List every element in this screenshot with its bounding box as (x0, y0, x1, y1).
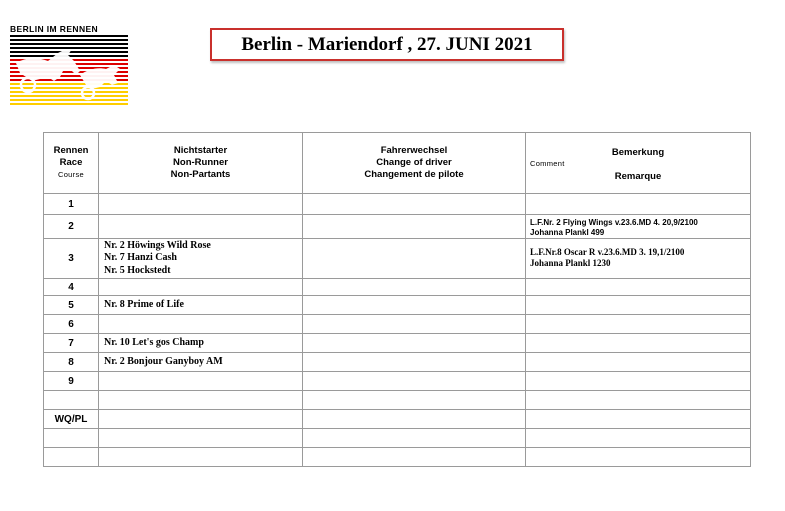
remark-cell (526, 410, 751, 429)
race-number: 1 (44, 194, 99, 215)
driver-change-cell (303, 215, 526, 239)
driver-change-cell (303, 315, 526, 334)
table-row (44, 194, 751, 215)
race-number: 5 (44, 296, 99, 315)
remark-line: L.F.Nr.8 Oscar R v.23.6.MD 3. 19,1/2100 (530, 247, 685, 257)
nonrunner-entry: Nr. 7 Hanzi Cash (104, 252, 177, 264)
nonrunner-entry: Nr. 5 Hockstedt (104, 264, 171, 276)
header-nichtstarter-fr: Non-Partants (170, 169, 231, 180)
table-row (44, 429, 751, 448)
header-nichtstarter-en: Non-Runner (173, 157, 228, 168)
table-row (44, 215, 751, 239)
header-nichtstarter (99, 133, 303, 194)
driver-change-cell (303, 353, 526, 372)
race-number: 6 (44, 315, 99, 334)
race-number (44, 448, 99, 467)
nonrunner-cell (99, 334, 303, 353)
nonrunner-table (43, 132, 751, 467)
remark-line: L.F.Nr. 2 Flying Wings v.23.6.MD 4. 20,9/2100 (530, 218, 698, 227)
header-rennen-fr: Course (58, 170, 84, 179)
header-nichtstarter-de: Nichtstarter (173, 145, 228, 156)
remark-cell (526, 215, 751, 239)
nonrunner-cell (99, 429, 303, 448)
nonrunner-cell (99, 279, 303, 296)
driver-change-cell (303, 410, 526, 429)
table-row (44, 296, 751, 315)
driver-change-cell (303, 239, 526, 279)
race-number: 2 (44, 215, 99, 239)
nonrunner-cell (99, 315, 303, 334)
header-bemerkung-de: Bemerkung (611, 147, 665, 158)
remark-line: Johanna Plankl 499 (530, 228, 605, 237)
page-title: Berlin - Mariendorf , 27. JUNI 2021 (210, 28, 564, 61)
nonrunner-cell (99, 296, 303, 315)
remark-cell (526, 315, 751, 334)
nonrunner-cell (99, 194, 303, 215)
nonrunner-cell (99, 448, 303, 467)
table-row (44, 353, 751, 372)
driver-change-cell (303, 429, 526, 448)
remark-cell (526, 296, 751, 315)
nonrunner-cell (99, 215, 303, 239)
remark-cell (526, 429, 751, 448)
logo (10, 24, 128, 108)
remark-line: Johanna Plankl 1230 (530, 258, 611, 268)
remark-cell (526, 334, 751, 353)
race-number: 8 (44, 353, 99, 372)
race-number: 3 (44, 239, 99, 279)
race-number (44, 429, 99, 448)
nonrunner-cell (99, 372, 303, 391)
header-fahrer-fr: Changement de pilote (364, 169, 464, 180)
remark-cell (526, 353, 751, 372)
header-rennen-en: Race (59, 157, 83, 168)
driver-change-cell (303, 296, 526, 315)
table-row (44, 334, 751, 353)
nonrunner-entry: Nr. 8 Prime of Life (104, 298, 184, 310)
header-bemerkung-en: Comment (530, 159, 565, 168)
header-bemerkung (526, 133, 751, 194)
header-fahrer-de: Fahrerwechsel (380, 145, 448, 156)
trotter-sulky-icon (10, 35, 128, 107)
table-header-row (44, 133, 751, 194)
table-row (44, 315, 751, 334)
nonrunner-cell (99, 353, 303, 372)
table-row (44, 372, 751, 391)
header-fahrer-en: Change of driver (376, 157, 452, 168)
race-number (44, 391, 99, 410)
remark-cell (526, 194, 751, 215)
table-row (44, 239, 751, 279)
remark-cell (526, 391, 751, 410)
race-number: 7 (44, 334, 99, 353)
driver-change-cell (303, 334, 526, 353)
table-row (44, 410, 751, 429)
race-number: WQ/PL (44, 410, 99, 429)
table-row (44, 448, 751, 467)
race-number: 9 (44, 372, 99, 391)
remark-cell (526, 279, 751, 296)
driver-change-cell (303, 448, 526, 467)
nonrunner-entry: Nr. 2 Bonjour Ganyboy AM (104, 355, 223, 367)
driver-change-cell (303, 391, 526, 410)
nonrunner-cell (99, 239, 303, 279)
nonrunner-entry: Nr. 2 Höwings Wild Rose (104, 239, 211, 251)
logo-text: BERLIN IM RENNEN (10, 24, 99, 34)
header-rennen (44, 133, 99, 194)
remark-cell (526, 448, 751, 467)
remark-cell (526, 239, 751, 279)
remark-cell (526, 372, 751, 391)
header-fahrerwechsel (303, 133, 526, 194)
driver-change-cell (303, 194, 526, 215)
header-rennen-de: Rennen (53, 145, 89, 156)
driver-change-cell (303, 372, 526, 391)
driver-change-cell (303, 279, 526, 296)
nonrunner-cell (99, 391, 303, 410)
table-row (44, 279, 751, 296)
race-number: 4 (44, 279, 99, 296)
nonrunner-entry: Nr. 10 Let's gos Champ (104, 336, 204, 348)
header-bemerkung-fr: Remarque (614, 171, 662, 182)
table-row (44, 391, 751, 410)
nonrunner-cell (99, 410, 303, 429)
